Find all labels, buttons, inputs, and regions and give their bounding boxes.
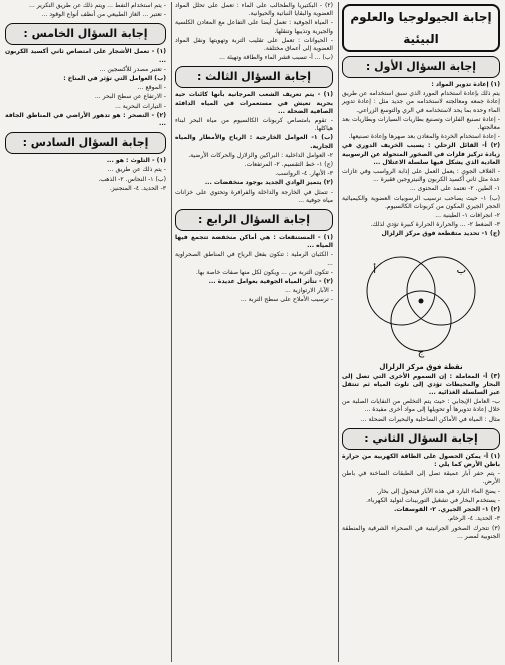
col3-sections: [5, 2, 166, 193]
section-heading: إجابة السؤال الخامس :: [5, 23, 166, 45]
answer-text: - المياه الجوفية : تعمل أيضا على التفاعل مع المعادن الكلسية والجيرية وتذيبها وتنقلها.: [175, 19, 333, 35]
question-line: (١) - يتم تعريف الشعب المرجانية بأنها كائنات حية بحرية تعيش في مستعمرات في المياه الدافئة الصافية الضحلة ...: [175, 91, 333, 115]
column-right: [338, 2, 503, 662]
section-heading: إجابة السؤال الثالث :: [175, 66, 333, 88]
answer-text: - يتم حفر آبار عميقة تصل إلى الطبقات الساخنة في باطن الأرض.: [342, 470, 500, 486]
answer-text: - تعتبر ... الغاز الطبيعي من أنظف أنواع الوقود ...: [41, 11, 166, 19]
answer-text: ١- الطين. ٢- تعتمد على المحتوى ...: [409, 185, 500, 193]
column-middle: [171, 2, 336, 662]
question-line: (٢) - التصحر : هو تدهور الأراضي في المناطق الجافة ...: [5, 111, 166, 128]
label-c: ج: [417, 346, 425, 358]
label-a: أ: [373, 264, 376, 276]
answer-text: - التيارات البحرية ...: [115, 102, 166, 110]
answer-text: (ب) ١- النحاس. ٢- الذهب.: [98, 175, 166, 183]
answer-text: - الكثبان الرملية : تتكون بفعل الرياح في المناطق الصحراوية ...: [175, 251, 333, 267]
figure-caption: نقطة فوق مركز الزلزال: [379, 362, 463, 371]
answer-text: - الارتفاع عن سطح البحر ...: [94, 93, 166, 101]
question-line: (٢) - تتأثر المياه الجوفية بعوامل عديدة ...: [208, 278, 333, 286]
question-line: (٢) ١- الحجر الجيري. ٢- الفوسفات.: [393, 506, 500, 514]
answer-text: - ترسيب الأملاح على سطح التربة ...: [240, 296, 333, 304]
section-heading: إجابة السؤال الأول :: [342, 56, 500, 78]
answer-text: - يضخ الماء البارد في هذه الآبار فيتحول إلى بخار.: [376, 487, 500, 495]
answer-text: مثال : المياه في الأماكن الساحلية والبحيرات الضحلة ...: [360, 415, 500, 423]
answer-text: - الموقع ...: [137, 84, 166, 92]
answer-text: - إعادة تصنيع الفلزات وتصنيع بطاريات السيارات وبطاريات بعد معالجتها.: [342, 115, 500, 132]
question-line: (١) أ- يمكن الحصول على الطاقة الكهربية من حرارة باطن الأرض كما يلي :: [342, 452, 500, 469]
answer-text: - تعتبر مصدر للأكسجين ...: [99, 65, 166, 73]
col1-sections: [342, 56, 500, 541]
answer-text: - إعادة استخدام الخردة والمعادن بعد صهرها وإعادة تصنيعها.: [348, 133, 500, 141]
epicenter-dot: [419, 298, 424, 303]
answer-text: (ج) ١- خط التقسيم. ٢- المرتفعات.: [244, 161, 333, 169]
question-line: (١) - تعمل الأشجار على امتصاص ثاني أكسيد الكربون ...: [5, 48, 166, 64]
page-title: إجابة الجيولوجيا والعلوم البيئية: [342, 4, 500, 52]
answer-text: (ب) ... أ- تسبب قشر الماء والطاقة وتهيئة ...: [219, 54, 333, 62]
answer-text: - يستخدم البخار في تشغيل التوربينات لتوليد الكهرباء.: [366, 496, 500, 504]
col2-sections: [175, 2, 333, 305]
section-heading: إجابة السؤال الثاني :: [342, 428, 500, 450]
answer-text: (٣) تتحرك الصخور الجرانيتية في الصحراء الشرقية والمنطقة الجنوبية لمصر ...: [342, 524, 500, 540]
section-heading: إجابة السؤال السادس :: [5, 132, 166, 154]
answer-text: ٢- العوامل الداخلية : البراكين والزلازل والحركات الأرضية.: [188, 151, 333, 159]
answer-text: ب- العامل الإيجابي : حيث يتم التخلص من النفايات الصلبة من خلال إعادة تدويرها أو تحويلها إلى مواد أخرى مفيدة ...: [342, 398, 500, 414]
answer-text: - تتمثل في الخارجة والداخلة والفرافرة وتحتوي على خزانات مياه جوفية ...: [175, 188, 333, 204]
question-line: (١) - التلوث : هو ...: [106, 157, 166, 165]
answer-text: - الآبار الارتوازية ...: [284, 287, 333, 295]
section-heading: إجابة السؤال الرابع :: [175, 209, 333, 231]
question-line: (٣) أ- المعاملة : إن السموم الأخرى التي تصل إلى البحار والمحيطات تؤدي إلى تلوث المياه ثم تنتقل عبر السلسلة الغذائية ...: [342, 372, 500, 397]
answer-text: (ب) ١- حيث يصاحب ترسيب الرسوبيات العضوية والكيميائية الحجر الجيري المكون من كربونات الكالسيوم.: [342, 194, 500, 210]
answer-text: - تقوم بامتصاص كربونات الكالسيوم من مياه البحر لبناء هياكلها.: [175, 117, 333, 133]
answer-text: - يتم استخدام النفط ... ويتم ذلك عن طريق التكرير ...: [29, 2, 166, 9]
question-line: (١) - المستنقعات : هي أماكن منخفضة تتجمع فيها المياه ...: [175, 234, 333, 250]
answer-text: ٢- انجرافات ١- الطينية ...: [435, 212, 500, 220]
answer-text: ٣- الحديد. ٤- الرخام.: [447, 515, 500, 523]
question-line: (٢) أ- القائل الزحلي : يسبب الخريف الدوري قي زيادة تركيز فلزات في الصخور المتحولة عن الرسوبية العادية الذي يشكل فيها سلسلة الاعتلال ...: [342, 142, 500, 166]
seismic-diagram: [346, 243, 496, 361]
column-left: [2, 2, 169, 662]
question-line: (٢) يتميز الوادي الجديد بوجود منخفضات ...: [204, 179, 333, 187]
question-line: (ب) ١- العوامل الخارجية : الرياح والأمطار والمياه الجارية.: [175, 134, 333, 150]
answer-text: - الحيوانات : تعمل على تقليب التربة وتهويتها ونقل المواد العضوية إلى أعماق مختلفة.: [175, 36, 333, 53]
question-line: (ج) ١- تحديد متقطعة فوق مركز الزلزال: [381, 230, 500, 238]
answer-text: ٣- الأنهار. ٤- الرواسب.: [275, 170, 333, 178]
answer-text: - يتم ذلك عن طريق ...: [107, 166, 166, 174]
answer-text: (٢) - البكتيريا والطحالب على الماء : تعمل على تحلل المواد العضوية والبقايا النباتية والحيوانية.: [175, 2, 333, 18]
answer-text: يتم ذلك بإعادة استخدام المورد الذي سبق استخدامه عن طريق إعادة جمعه ومعالجته لاستخدامه من جديد مثل : إعادة تدوير الماء وحده بما يحد لاستخدامه في الري والتوسع الزراعي.: [342, 90, 500, 114]
question-line: (ب) العوامل التي تؤثر في المناخ :: [63, 75, 166, 83]
label-b: ب: [456, 264, 466, 276]
answer-text: - تتكون التربة من ... ويكون لكل منها صفات خاصة بها.: [196, 268, 333, 276]
answer-text: ٣- الحديد. ٤- المنجنيز.: [109, 184, 166, 192]
answer-text: ٣- الضغط ٢- ... والحرارة الحرارة كبيرة تؤدي لذلك.: [370, 221, 500, 229]
question-line: (١) إعادة تدوير المواد :: [431, 81, 500, 88]
answer-text: - الغلاف الجوي : يعمل العمل على إذابة الرواسب وفي غازات عدة مثل ثاني أكسيد الكربون والنيتروجين فقيرة ...: [342, 168, 500, 184]
